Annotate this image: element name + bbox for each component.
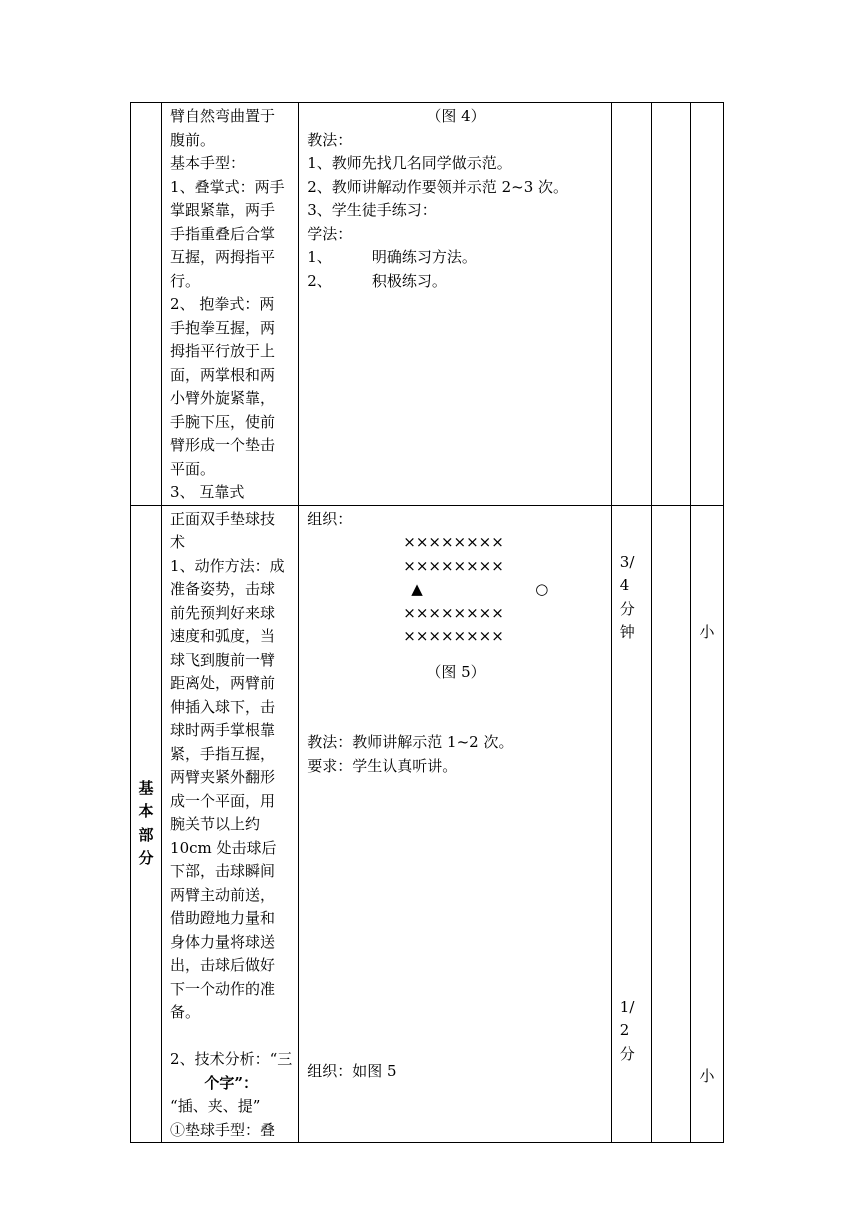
method-text	[162, 103, 298, 505]
intensity-value: 小	[699, 1067, 715, 1085]
time-char: 钟	[619, 623, 635, 641]
table-row	[131, 103, 724, 506]
time-cell	[611, 505, 651, 1143]
method-line: 3、 互靠式	[170, 483, 245, 501]
time-text	[612, 506, 636, 645]
method-line: 下部，击球瞬间	[170, 862, 276, 880]
intensity-value: 小	[699, 622, 715, 641]
method-line: 两臂主动前送，	[170, 885, 276, 904]
method-line: 前先预判好来球	[170, 603, 276, 622]
method-line: 正面双手垫球技	[170, 509, 276, 528]
requirement-text: 要求：学生认真听讲。	[307, 756, 458, 775]
method-line: 借助蹬地力量和	[170, 909, 276, 927]
method-line: 腹前。	[170, 130, 216, 149]
section-label-char: 基	[138, 778, 154, 797]
formation-row: ××××××××	[403, 603, 504, 622]
method-line: 小臂外旋紧靠，	[170, 389, 276, 407]
learning-step	[307, 246, 605, 270]
organization-cell	[299, 103, 612, 506]
table-row	[131, 505, 724, 1143]
method-line: 拇指平行放于上	[170, 342, 276, 360]
formation-row: ××××××××	[403, 533, 504, 551]
count-cell	[651, 103, 690, 506]
method-cell	[162, 103, 299, 506]
method-line: 下一个动作的准	[170, 979, 276, 998]
teacher-triangle-icon: ▲	[411, 580, 423, 598]
section-label-char: 分	[138, 849, 154, 868]
time-char: 2	[619, 1021, 630, 1039]
method-line: 手抱拳互握，两	[170, 318, 276, 337]
method-line: 1、动作方法：成	[170, 556, 285, 575]
method-line: 两臂夹紧外翻形	[170, 768, 276, 786]
method-line: 臂自然弯曲置于	[170, 107, 276, 125]
section-label-char: 本	[138, 802, 154, 821]
section-label	[131, 505, 162, 1143]
method-line: 术	[170, 533, 186, 551]
formation-row: ××××××××	[403, 556, 504, 575]
formation-row: ××××××××	[403, 627, 504, 645]
time-char: 分	[619, 1044, 635, 1063]
step-text: 明确练习方法。	[371, 248, 477, 266]
time-text	[612, 645, 636, 1067]
method-line: 手腕下压，使前	[170, 412, 276, 431]
analysis-line: 个字”：	[204, 1073, 258, 1092]
method-line: 1、叠掌式：两手	[170, 177, 285, 196]
method-line: 出，击球后做好	[170, 956, 276, 974]
method-line: 臂形成一个垫击	[170, 436, 276, 454]
method-line: 准备姿势，击球	[170, 580, 276, 598]
method-line: 2、 抱拳式：两	[170, 295, 275, 313]
analysis-line: 2、技术分析：“三	[170, 1050, 293, 1068]
teaching-step: 3、学生徒手练习：	[307, 201, 437, 219]
section-cell	[131, 103, 162, 506]
analysis-line: ①垫球手型：叠	[170, 1120, 276, 1139]
method-line: 速度和弧度，当	[170, 627, 276, 645]
lesson-plan-table	[130, 102, 724, 1143]
org-label: 组织：	[307, 509, 353, 528]
method-line: 紧，手指互握，	[170, 744, 276, 763]
figure-caption: （图 5）	[426, 662, 486, 681]
step-number: 1、	[307, 248, 332, 266]
method-line: 距离处，两臂前	[170, 674, 276, 692]
org2-text: 组织：如图 5	[307, 1062, 397, 1080]
teaching-step: 2、教师讲解动作要领并示范 2~3 次。	[307, 177, 569, 196]
method-line: 手指重叠后合掌	[170, 224, 276, 243]
teaching-text: 教法：教师讲解示范 1~2 次。	[307, 733, 514, 751]
step-number: 2、	[307, 271, 332, 290]
time-char: 3/	[619, 552, 635, 571]
section-label-char: 部	[138, 825, 154, 844]
learning-step	[307, 270, 605, 294]
method-cell	[162, 505, 299, 1143]
intensity-cell	[690, 505, 723, 1143]
method-line: 身体力量将球送	[170, 932, 276, 951]
method-line: 掌跟紧靠，两手	[170, 201, 276, 219]
time-char: 1/	[619, 997, 635, 1016]
time-cell	[611, 103, 651, 506]
method-line: 面，两掌根和两	[170, 365, 276, 384]
method-line: 互握，两拇指平	[170, 248, 276, 266]
time-char: 4	[619, 576, 630, 594]
method-line: 基本手型：	[170, 154, 246, 172]
formation-diagram	[307, 531, 605, 649]
figure-caption: （图 4）	[426, 107, 486, 125]
method-line: 10cm 处击球后	[170, 838, 277, 857]
count-cell	[651, 505, 690, 1143]
intensity-cell	[690, 103, 723, 506]
method-line: 平面。	[170, 459, 216, 478]
step-text: 积极练习。	[371, 271, 447, 290]
time-char: 分	[619, 599, 635, 618]
method-line: 成一个平面，用	[170, 791, 276, 810]
analysis-line: “插、夹、提”	[170, 1097, 261, 1115]
organization-cell	[299, 505, 612, 1143]
ball-circle-icon: ○	[535, 580, 549, 598]
method-line: 腕关节以上约	[170, 815, 261, 833]
method-line: 行。	[170, 271, 201, 290]
teaching-step: 1、教师先找几名同学做示范。	[307, 154, 512, 172]
method-text	[162, 506, 298, 1143]
teaching-label: 教法：	[307, 130, 353, 149]
method-line: 球飞到腹前一臂	[170, 650, 276, 669]
marker-row	[307, 578, 605, 602]
method-line: 球时两手掌根靠	[170, 721, 276, 739]
learning-label: 学法：	[307, 224, 353, 243]
method-line: 伸插入球下，击	[170, 697, 276, 716]
method-line: 备。	[170, 1003, 201, 1021]
